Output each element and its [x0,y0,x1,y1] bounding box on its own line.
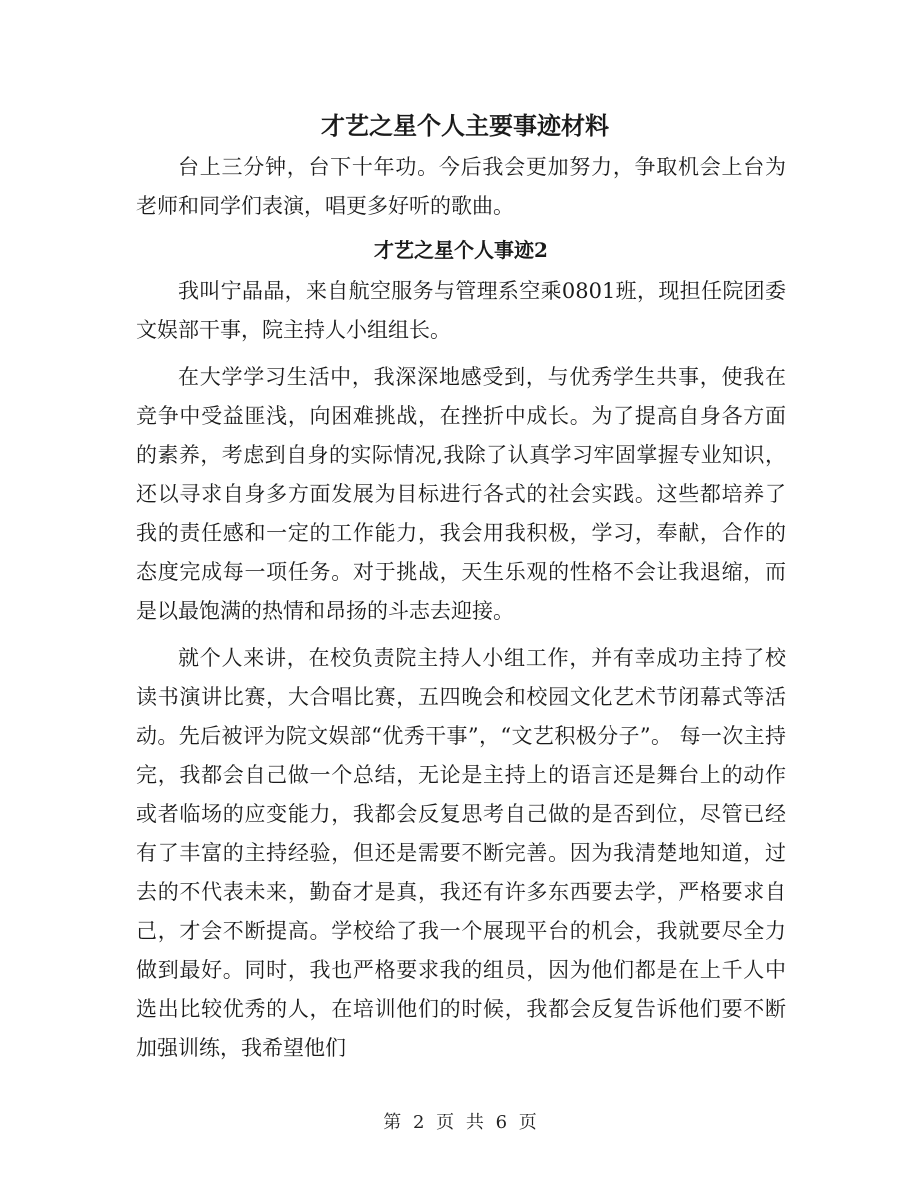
body-paragraph-2: 在大学学习生活中，我深深地感受到，与优秀学生共事，使我在竞争中受益匪浅，向困难挑战，在挫折中成长。为了提高自身各方面的素养，考虑到自身的实际情况,我除了认真学习牢固掌握专业知识，还以寻求自身多方面发展为目标进行各式的社会实践。这些都培养了我的责任感和一定的工作能力，我会用我积极，学习，奉献，合作的态度完成每一项任务。对于挑战，天生乐观的性格不会让我退缩，而是以最饱满的热情和昂扬的斗志去迎接。 [136,365,786,623]
body-paragraph-1: 我叫宁晶晶，来自航空服务与管理系空乘0801班，现担任院团委文娱部干事，院主持人小组组长。 [136,279,786,342]
body-paragraph-3: 就个人来讲，在校负责院主持人小组工作，并有幸成功主持了校读书演讲比赛，大合唱比赛，五四晚会和校园文化艺术节闭幕式等活动。先后被评为院文娱部“优秀干事”，“文艺积极分子”。 每一次主持完，我都会自己做一个总结，无论是主持上的语言还是舞台上的动作或者临场的应变能力，我都会反复思考自己做的是否到位，尽管已经有了丰富的主持经验，但还是需要不断完善。因为我清楚地知道，过去的不代表未来，勤奋才是真，我还有许多东西要去学，严格要求自己，才会不断提高。学校给了我一个展现平台的机会，我就要尽全力做到最好。同时，我也严格要求我的组员，因为他们都是在上千人中选出比较优秀的人，在培训他们的时候，我都会反复告诉他们要不断加强训练，我希望他们 [136,646,786,1060]
section-heading: 才艺之星个人事迹2 [374,238,548,262]
document-title: 才艺之星个人主要事迹材料 [321,111,609,140]
intro-paragraph-1: 台上三分钟，台下十年功。今后我会更加努力，争取机会上台为老师和同学们表演，唱更多好听的歌曲。 [136,155,786,218]
page-number-footer: 第 2 页 共 6 页 [383,1112,537,1133]
document-body [136,104,786,1068]
